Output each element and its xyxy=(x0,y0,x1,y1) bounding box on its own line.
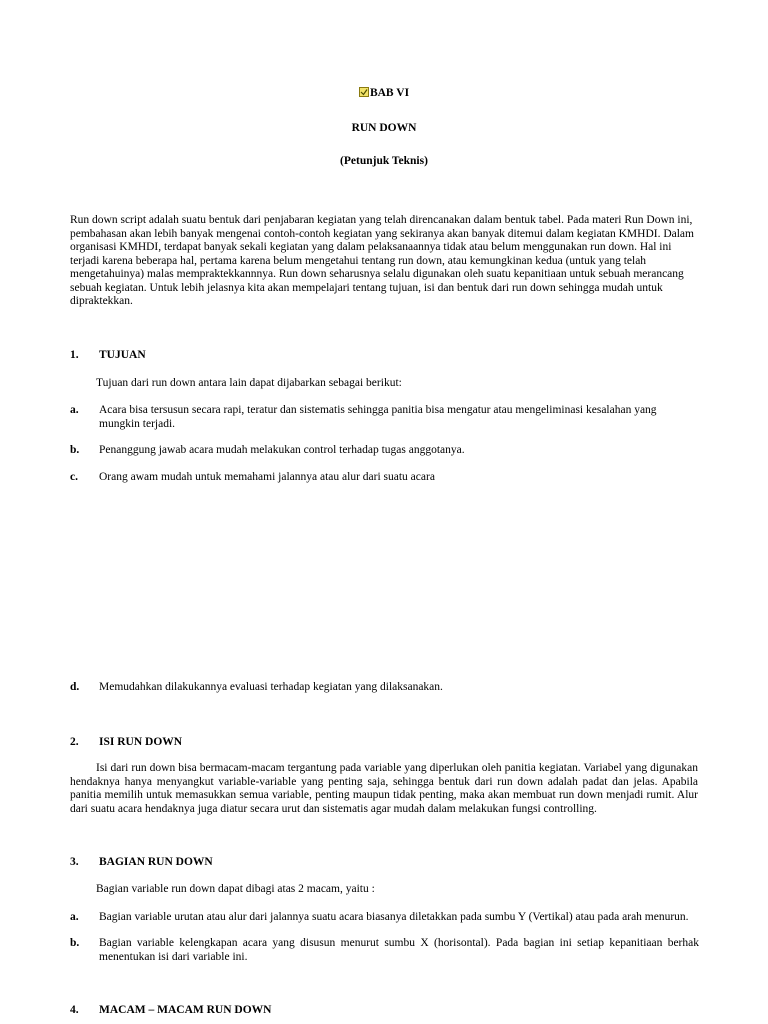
list-item: Acara bisa tersusun secara rapi, teratur dan sistematis sehingga panitia bisa mengatur atau mengeliminasi kesalahan yang mungkin terjadi. xyxy=(99,404,657,430)
section-number: 3. xyxy=(70,856,79,868)
section-number: 2. xyxy=(70,736,79,748)
list-marker: a. xyxy=(70,404,79,416)
page-subtitle: (Petunjuk Teknis) xyxy=(340,155,428,167)
intro-paragraph: Run down script adalah suatu bentuk dari penjabaran kegiatan yang telah direncanakan dalam bentuk tabel. Pada materi Run Down ini, pembahasan akan lebih banyak mengenai contoh-contoh kegiatan yang sekiranya akan banyak ditemui dalam kegiatan KMHDI. Dalam organisasi KMHDI, terdapat banyak sekali kegiatan yang dalam pelaksanaannya tidak atau belum menggunakan run down. Hal ini terjadi karena beberapa hal, pertama karena belum mengetahui tentang run down, atau kemungkinan kedua (untuk yang telah mengetahuinya) malas mempraktekkannnya. Run down seharusnya selalu digunakan oleh suatu kepanitiaan untuk sebuah merancang sebuah kegiatan. Untuk lebih jelasnya kita akan mempelajari tentang tujuan, isi dan bentuk dari run down sehingga mudah untuk dipraktekkan. xyxy=(70,214,694,307)
list-item: Bagian variable kelengkapan acara yang disusun menurut sumbu X (horisontal). Pada bagian ini setiap kepanitiaan berhak menentukan isi dari variable ini. xyxy=(99,937,699,963)
list-item: Penanggung jawab acara mudah melakukan control terhadap tugas anggotanya. xyxy=(99,444,465,456)
section-heading: BAGIAN RUN DOWN xyxy=(99,856,213,868)
chapter-heading xyxy=(0,87,768,101)
section-heading: TUJUAN xyxy=(99,349,146,361)
list-item: Memudahkan dilakukannya evaluasi terhadap kegiatan yang dilaksanakan. xyxy=(99,681,443,693)
list-marker: c. xyxy=(70,471,78,483)
section-body: Isi dari run down bisa bermacam-macam tergantung pada variable yang diperlukan oleh panitia kegiatan. Variabel yang digunakan hendaknya hanya menyangkut variable-variable yang penting saja, sehingga bentuk dari run down adalah padat dan jelas. Apabila panitia memilih untuk memasukkan semua variable, penting maupun tidak penting, maka akan membuat run down menjadi rumit. Alur dari suatu acara hendaknya juga diatur secara urut dan sistematis agar mudah dalam melakukan fungsi controlling. xyxy=(70,762,698,815)
list-marker: d. xyxy=(70,681,80,693)
section-number: 4. xyxy=(70,1004,79,1016)
chapter-label: BAB VI xyxy=(369,87,410,99)
section-heading: ISI RUN DOWN xyxy=(99,736,183,748)
page-title: RUN DOWN xyxy=(351,122,417,134)
embedded-object-icon xyxy=(359,87,369,97)
section-lead: Bagian variable run down dapat dibagi atas 2 macam, yaitu : xyxy=(96,883,375,895)
list-item: Orang awam mudah untuk memahami jalannya atau alur dari suatu acara xyxy=(99,471,435,483)
list-marker: b. xyxy=(70,444,80,456)
section-heading: MACAM – MACAM RUN DOWN xyxy=(99,1004,272,1016)
list-marker: a. xyxy=(70,911,79,923)
list-marker: b. xyxy=(70,937,80,949)
section-lead: Tujuan dari run down antara lain dapat dijabarkan sebagai berikut: xyxy=(96,377,402,389)
list-item: Bagian variable urutan atau alur dari jalannya suatu acara biasanya diletakkan pada sumbu Y (Vertikal) atau pada arah menurun. xyxy=(99,911,689,923)
section-number: 1. xyxy=(70,349,79,361)
